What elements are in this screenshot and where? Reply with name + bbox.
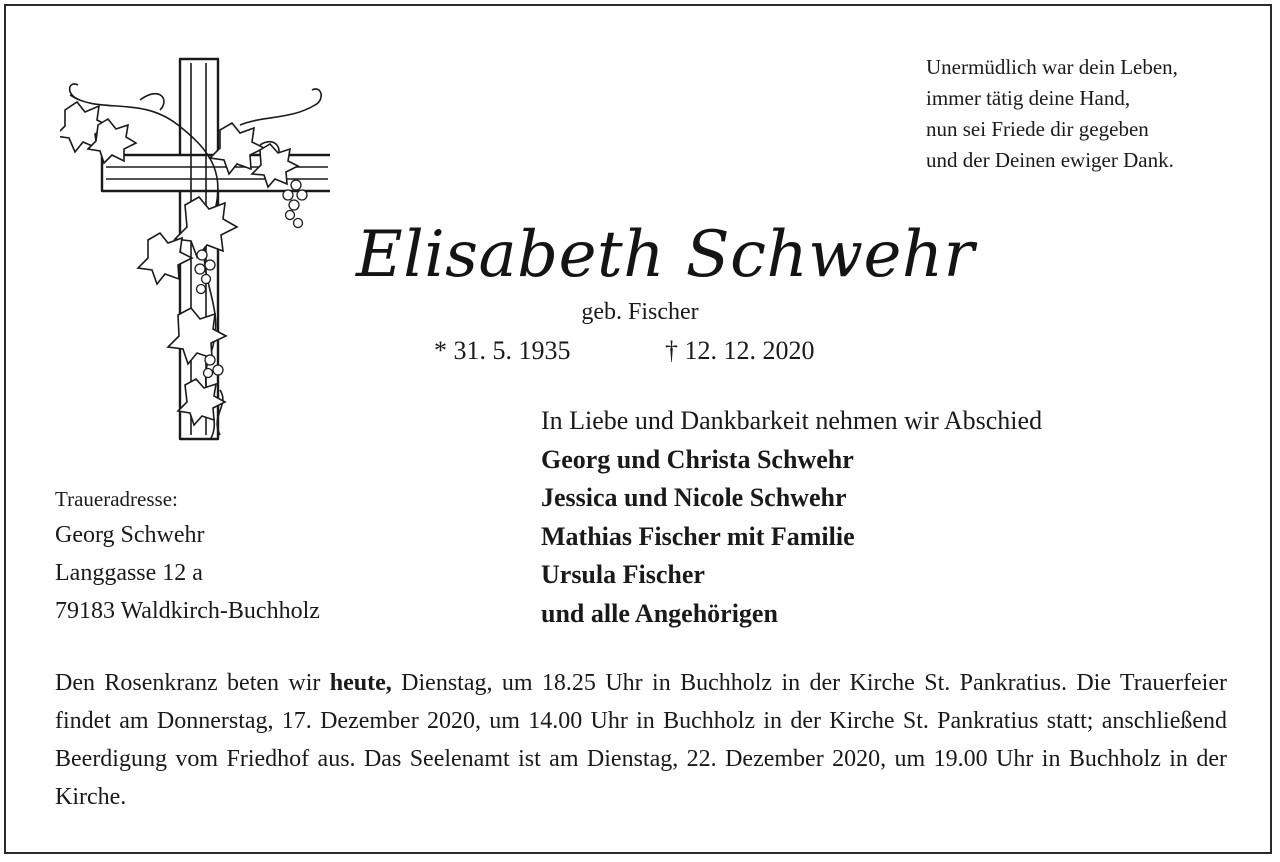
mourners-block [541, 402, 1241, 633]
poem-line: nun sei Friede dir gegeben [926, 117, 1149, 141]
cross-with-vine-icon [60, 55, 330, 445]
poem-line: Unermüdlich war dein Leben, [926, 55, 1178, 79]
poem-line: und der Deinen ewiger Dank. [926, 148, 1174, 172]
mourner-name: und alle Angehörigen [541, 598, 778, 628]
mourners-intro: In Liebe und Dankbarkeit nehmen wir Abschied [541, 406, 1043, 435]
mourning-address [55, 482, 475, 630]
address-street: Langgasse 12 a [55, 560, 203, 586]
service-text-1: Den Rosenkranz beten wir [55, 670, 330, 696]
mourner-name: Ursula Fischer [541, 560, 705, 589]
poem-line: immer tätig deine Hand, [926, 86, 1131, 110]
address-name: Georg Schwehr [55, 522, 205, 548]
service-details [55, 664, 1227, 816]
deceased-name: Elisabeth Schwehr [356, 218, 975, 292]
death-date: † 12. 12. 2020 [665, 336, 815, 365]
mourner-name: Georg und Christa Schwehr [541, 444, 854, 474]
mourner-name: Mathias Fischer mit Familie [541, 521, 855, 551]
poem [926, 52, 1246, 176]
address-city: 79183 Waldkirch-Buchholz [55, 598, 320, 624]
address-label: Traueradresse: [55, 487, 178, 511]
service-today: heute, [329, 670, 392, 696]
maiden-name: geb. Fischer [581, 299, 699, 325]
birth-date: * 31. 5. 1935 [434, 336, 571, 365]
mourner-name: Jessica und Nicole Schwehr [541, 483, 847, 512]
service-text-2: Dienstag, um 18.25 Uhr in Buchholz in der Kirche St. Pankratius. Die Trauerfeier findet am Donnerstag, 17. Dezember 2020, um 14.00 Uhr in Buchholz in der Kirche St. Pankratius statt; anschließend Beerdigung vom Friedhof aus. Das Seelenamt ist am Dienstag, 22. Dezember 2020, um 19.00 Uhr in Buchholz in der Kirche. [55, 670, 1227, 810]
